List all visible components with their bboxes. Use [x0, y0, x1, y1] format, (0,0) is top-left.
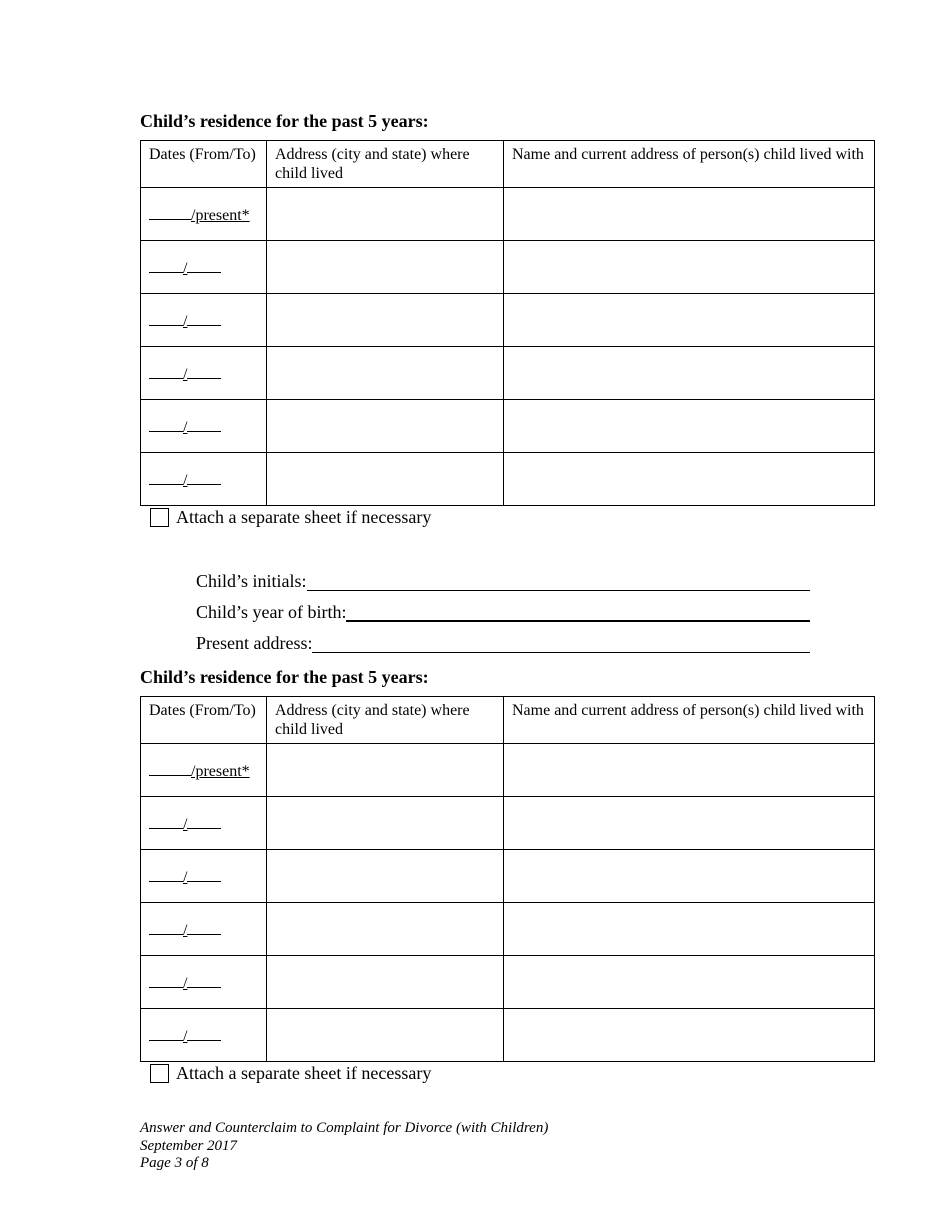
date-separator: /: [183, 472, 188, 489]
address-cell[interactable]: [267, 400, 504, 453]
address-cell[interactable]: [267, 797, 504, 850]
table-row: [141, 453, 875, 506]
date-cell[interactable]: [141, 347, 267, 400]
table-header-row: [141, 141, 875, 188]
footer-date: September 2017: [140, 1137, 238, 1154]
date-present-label: /present*: [191, 207, 250, 224]
date-cell[interactable]: [141, 956, 267, 1009]
date-cell[interactable]: [141, 188, 267, 241]
date-separator: /: [183, 922, 188, 939]
residence-table: [140, 696, 875, 1062]
person-cell[interactable]: [504, 294, 875, 347]
date-cell[interactable]: [141, 1009, 267, 1062]
person-cell[interactable]: [504, 797, 875, 850]
date-separator: /: [183, 816, 188, 833]
child-year-label: Child’s year of birth:: [196, 602, 347, 622]
column-header-person: Name and current address of person(s) child lived with: [504, 697, 875, 744]
date-cell[interactable]: [141, 797, 267, 850]
table-row: [141, 903, 875, 956]
date-separator: /: [183, 260, 188, 277]
address-cell[interactable]: [267, 241, 504, 294]
date-separator: /: [183, 1028, 188, 1045]
date-cell[interactable]: [141, 453, 267, 506]
date-separator: /: [183, 366, 188, 383]
person-cell[interactable]: [504, 347, 875, 400]
child-initials-input[interactable]: [307, 572, 810, 591]
attach-sheet-checkbox[interactable]: [150, 1064, 169, 1083]
child-year-field: [196, 602, 810, 622]
attach-sheet-option[interactable]: [150, 1063, 431, 1083]
person-cell[interactable]: [504, 241, 875, 294]
table-row: [141, 241, 875, 294]
attach-sheet-option[interactable]: [150, 507, 431, 527]
person-cell[interactable]: [504, 400, 875, 453]
table-row: [141, 850, 875, 903]
section-heading: Child’s residence for the past 5 years:: [140, 667, 429, 687]
address-cell[interactable]: [267, 1009, 504, 1062]
table-row: [141, 797, 875, 850]
table-row: [141, 294, 875, 347]
date-separator: /: [183, 419, 188, 436]
table-row: [141, 400, 875, 453]
address-cell[interactable]: [267, 903, 504, 956]
address-cell[interactable]: [267, 850, 504, 903]
residence-table: [140, 140, 875, 506]
present-address-input[interactable]: [312, 634, 810, 653]
date-present-label: /present*: [191, 763, 250, 780]
section-heading: Child’s residence for the past 5 years:: [140, 111, 429, 131]
present-address-label: Present address:: [196, 633, 313, 653]
person-cell[interactable]: [504, 744, 875, 797]
column-header-address: Address (city and state) where child lived: [267, 697, 504, 744]
address-cell[interactable]: [267, 294, 504, 347]
person-cell[interactable]: [504, 850, 875, 903]
attach-sheet-checkbox[interactable]: [150, 508, 169, 527]
date-separator: /: [183, 313, 188, 330]
table-row: [141, 956, 875, 1009]
date-cell[interactable]: [141, 400, 267, 453]
table-row: [141, 188, 875, 241]
table-row: [141, 744, 875, 797]
present-address-field: [196, 633, 810, 653]
table-header-row: [141, 697, 875, 744]
address-cell[interactable]: [267, 347, 504, 400]
date-cell[interactable]: [141, 744, 267, 797]
page-footer: [140, 1120, 548, 1173]
column-header-address: Address (city and state) where child lived: [267, 141, 504, 188]
child-initials-field: [196, 571, 810, 591]
child-initials-label: Child’s initials:: [196, 571, 307, 591]
person-cell[interactable]: [504, 188, 875, 241]
address-cell[interactable]: [267, 453, 504, 506]
date-cell[interactable]: [141, 241, 267, 294]
date-cell[interactable]: [141, 294, 267, 347]
person-cell[interactable]: [504, 1009, 875, 1062]
person-cell[interactable]: [504, 903, 875, 956]
footer-form-title: Answer and Counterclaim to Complaint for Divorce (with Children): [140, 1120, 549, 1136]
column-header-dates: Dates (From/To): [141, 141, 267, 188]
date-separator: /: [183, 975, 188, 992]
date-cell[interactable]: [141, 903, 267, 956]
address-cell[interactable]: [267, 744, 504, 797]
person-cell[interactable]: [504, 956, 875, 1009]
address-cell[interactable]: [267, 188, 504, 241]
footer-page-number: Page 3 of 8: [140, 1155, 209, 1171]
person-cell[interactable]: [504, 453, 875, 506]
column-header-dates: Dates (From/To): [141, 697, 267, 744]
table-row: [141, 1009, 875, 1062]
date-cell[interactable]: [141, 850, 267, 903]
child-year-input[interactable]: [346, 602, 810, 622]
attach-sheet-label: Attach a separate sheet if necessary: [176, 1063, 432, 1083]
attach-sheet-label: Attach a separate sheet if necessary: [176, 507, 432, 527]
date-separator: /: [183, 869, 188, 886]
address-cell[interactable]: [267, 956, 504, 1009]
table-row: [141, 347, 875, 400]
column-header-person: Name and current address of person(s) child lived with: [504, 141, 875, 188]
